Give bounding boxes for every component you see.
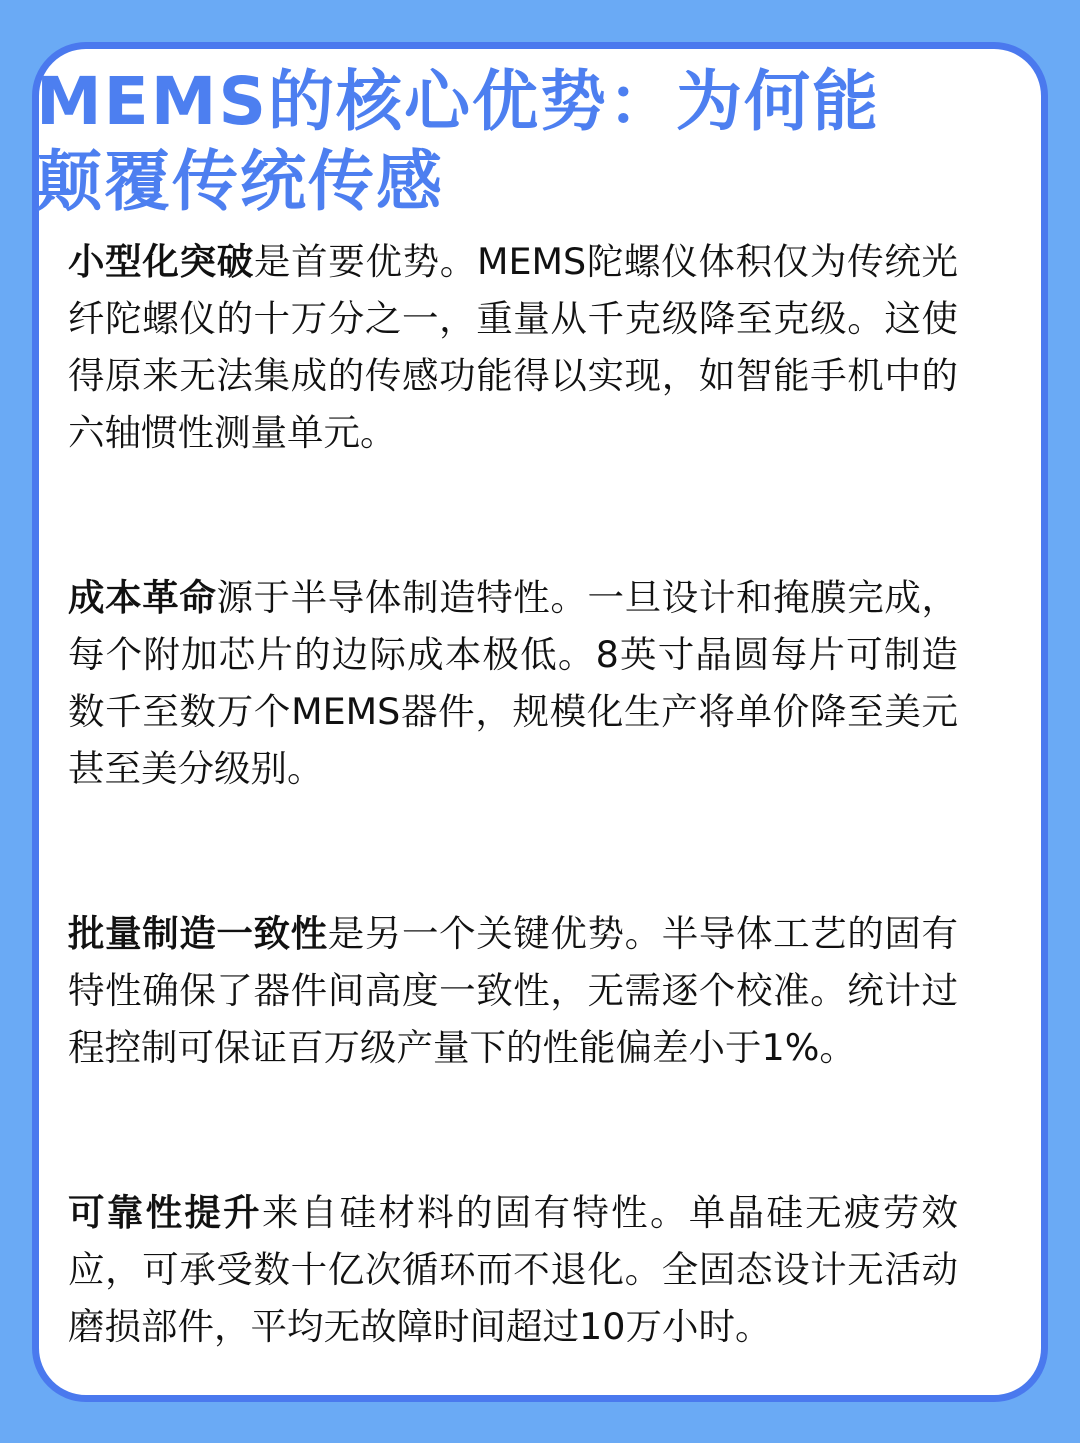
paragraph-text: 是另一个关键优势。半导体工艺的固有特性确保了器件间高度一致性，无需逐个校准。统计过程控制可保证百万级产量下的性能偏差小于1%。	[68, 912, 959, 1069]
paragraph-cost	[68, 569, 958, 797]
paragraph-lead: 可靠性提升	[68, 1191, 262, 1234]
title-line-1: MEMS的核心优势：为何能	[36, 63, 880, 140]
article-body	[68, 233, 958, 1355]
paragraph-reliability	[68, 1184, 958, 1355]
paragraph-consistency	[68, 905, 958, 1076]
paragraph-text: 源于半导体制造特性。一旦设计和掩膜完成，每个附加芯片的边际成本极低。8英寸晶圆每片可制造数千至数万个MEMS器件，规模化生产将单价降至美元甚至美分级别。	[68, 576, 959, 790]
paragraph-text: 来自硅材料的固有特性。单晶硅无疲劳效应，可承受数十亿次循环而不退化。全固态设计无活动磨损部件，平均无故障时间超过10万小时。	[68, 1191, 959, 1348]
title-line-2: 颠覆传统传感	[36, 143, 444, 220]
paragraph-miniaturization	[68, 233, 958, 461]
paragraph-lead: 成本革命	[68, 576, 217, 619]
paragraph-lead: 小型化突破	[68, 240, 254, 283]
paragraph-text: 是首要优势。MEMS陀螺仪体积仅为传统光纤陀螺仪的十万分之一，重量从千克级降至克级。这使得原来无法集成的传感功能得以实现，如智能手机中的六轴惯性测量单元。	[68, 240, 959, 454]
page-title	[36, 62, 996, 222]
paragraph-lead: 批量制造一致性	[68, 912, 328, 955]
